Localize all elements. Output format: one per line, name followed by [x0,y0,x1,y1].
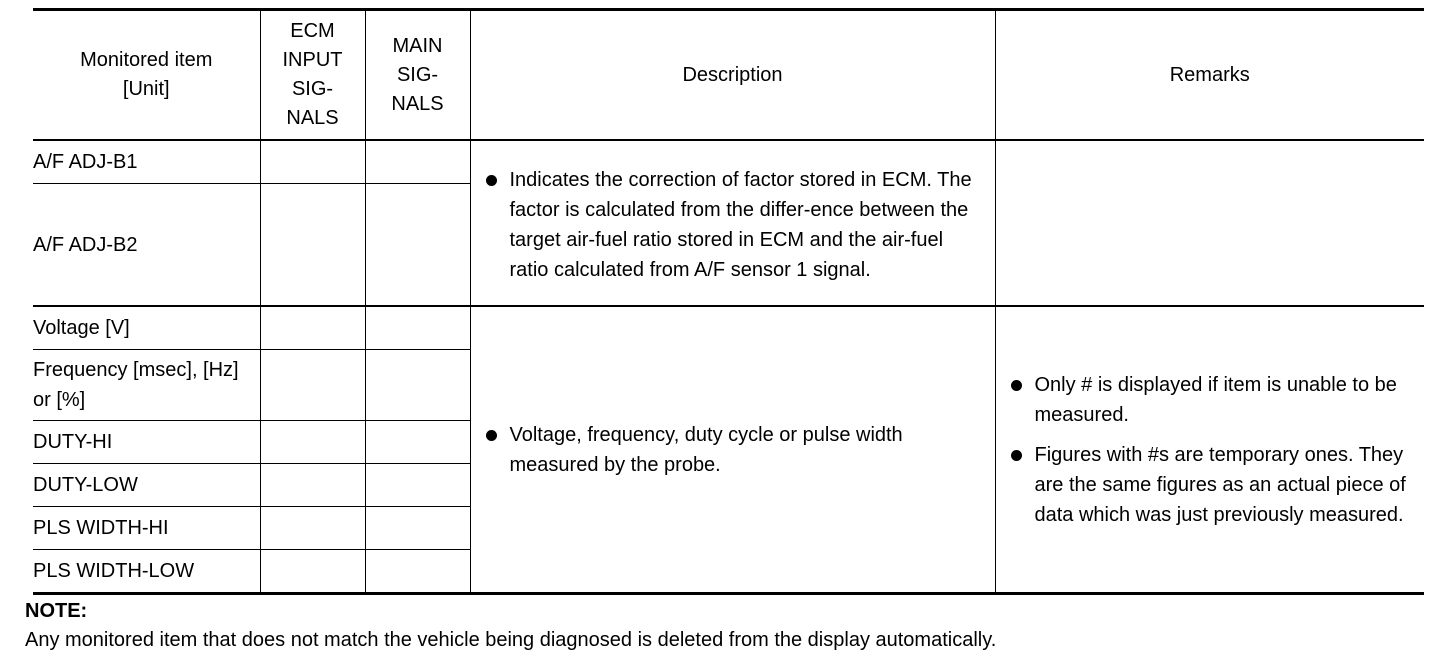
ecm-input-cell [260,140,365,184]
header-main-signals: MAIN SIG- NALS [365,10,470,141]
item-cell: PLS WIDTH-LOW [33,550,260,594]
description-list [471,165,995,285]
item-cell: PLS WIDTH-HI [33,507,260,550]
header-row [33,10,1424,141]
ecm-input-cell [260,350,365,421]
main-signal-cell [365,140,470,184]
item-cell: DUTY-HI [33,421,260,464]
ecm-input-cell [260,184,365,307]
bullet-icon [486,175,497,186]
remarks-cell [995,306,1424,594]
main-signal-cell [365,550,470,594]
note-title: NOTE: [25,600,88,622]
ecm-input-cell [260,550,365,594]
header-description: Description [470,10,995,141]
ecm-input-cell [260,306,365,350]
header-ecm-input-signals: ECM INPUT SIG- NALS [260,10,365,141]
main-signal-cell [365,306,470,350]
note-text: Any monitored item that does not match the vehicle being diagnosed is deleted from the display automatically. [25,629,997,651]
header-remarks: Remarks [995,10,1424,141]
bullet-icon [486,430,497,441]
table-row [33,140,1424,184]
main-signal-cell [365,507,470,550]
ecm-input-cell [260,421,365,464]
main-signal-cell [365,464,470,507]
description-list [471,420,995,480]
main-signal-cell [365,184,470,307]
ecm-input-cell [260,507,365,550]
list-item: Only # is displayed if item is unable to be measured. [996,370,1425,430]
description-cell [470,140,995,306]
item-cell: Frequency [msec], [Hz] or [%] [33,350,260,421]
item-cell: Voltage [V] [33,306,260,350]
list-item: Indicates the correction of factor stored in ECM. The factor is calculated from the differ-ence between the target air-fuel ratio stored in ECM and the air-fuel ratio calculated from A/F sensor 1 signal. [471,165,995,285]
item-cell: DUTY-LOW [33,464,260,507]
main-signal-cell [365,350,470,421]
list-item: Voltage, frequency, duty cycle or pulse width measured by the probe. [471,420,995,480]
main-signal-cell [365,421,470,464]
item-cell: A/F ADJ-B2 [33,184,260,307]
bullet-icon [1011,450,1022,461]
remarks-cell [995,140,1424,306]
description-cell [470,306,995,594]
header-monitored-item: Monitored item [Unit] [33,10,260,141]
monitored-items-table [33,8,1424,595]
bullet-icon [1011,380,1022,391]
remarks-list [996,370,1425,530]
item-cell: A/F ADJ-B1 [33,140,260,184]
list-item: Figures with #s are temporary ones. They are the same figures as an actual piece of data which was just previously measured. [996,440,1425,530]
ecm-input-cell [260,464,365,507]
table-row [33,306,1424,350]
